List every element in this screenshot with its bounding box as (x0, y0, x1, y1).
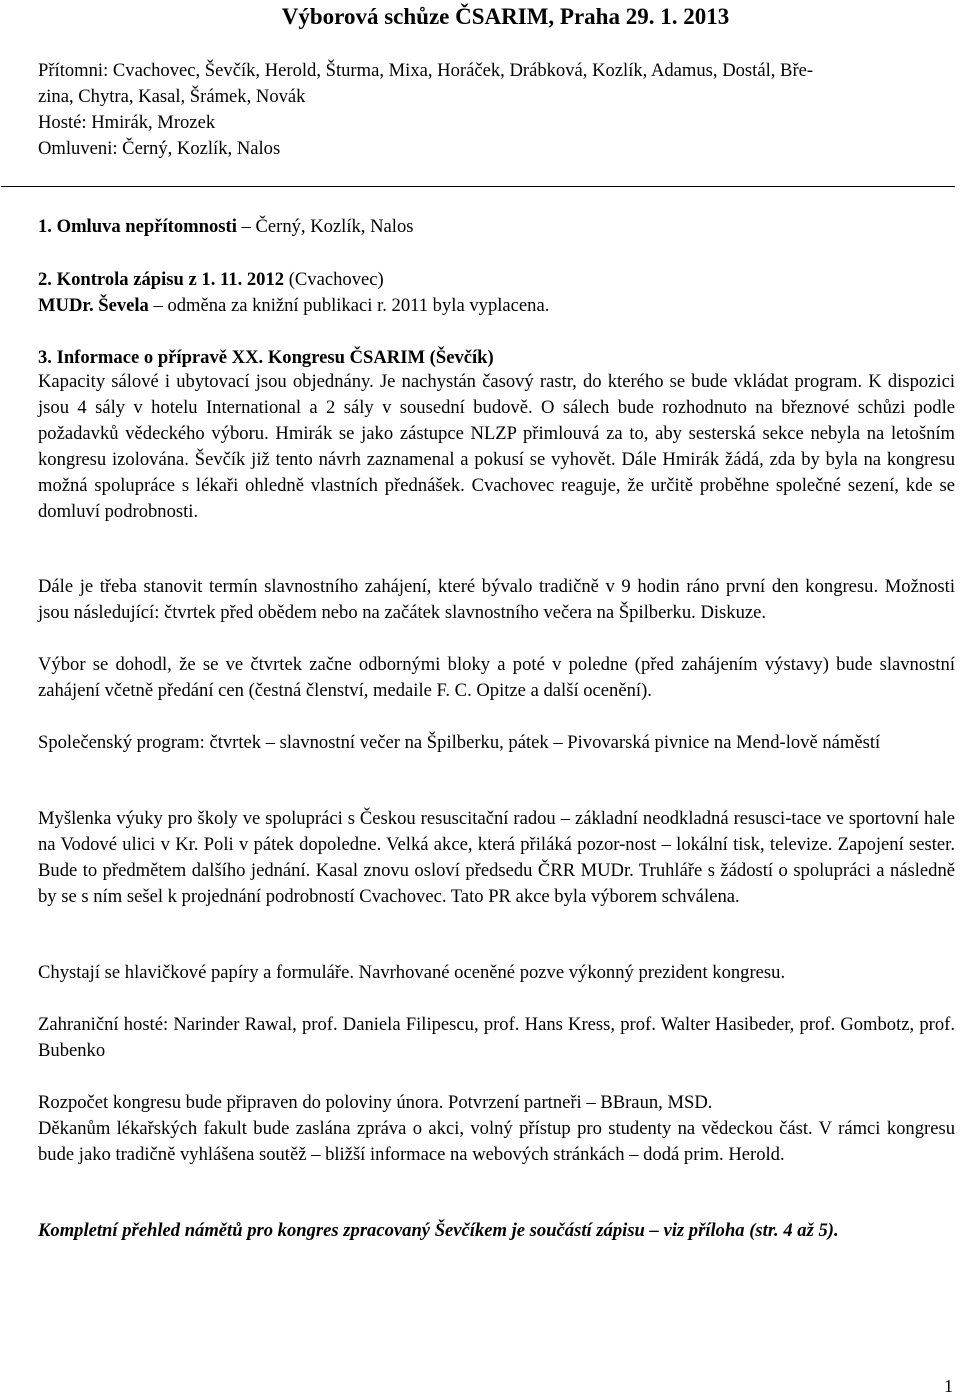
present-line-2: zina, Chytra, Kasal, Šrámek, Novák (38, 86, 306, 107)
present-line-1: Přítomni: Cvachovec, Ševčík, Herold, Šturma, Mixa, Horáček, Drábková, Kozlík, Adamus, Dostál, Bře- (38, 60, 814, 81)
paragraph-opening-date: Dále je třeba stanovit termín slavnostního zahájení, které bývalo tradičně v 9 hodin ráno první den kongresu. Možnosti jsou následující: čtvrtek před obědem nebo na začátek slavnostního večera na Špilberku. Diskuze. (38, 576, 955, 623)
paragraph-school-training: Myšlenka výuky pro školy ve spolupráci s Českou resuscitační radou – základní neodkladná resusci-tace ve sportovní hale na Vodové ulici v Kr. Poli v pátek dopoledne. Velká akce, která přiláká pozor-nost – lokální tisk, televize. Zapojení sester. Bude to předmětem dalšího jednání. Kasal znovu osloví předsedu ČRR MUDr. Truhláře s žádostí o spolupráci a následně by se s ním sešel k projednání podrobností Cvachovec. Tato PR akce byla výborem schválena. (38, 808, 955, 907)
item-3-number: 3. (38, 347, 52, 368)
item-3-heading: Informace o přípravě XX. Kongresu ČSARIM (56, 347, 426, 368)
item-2-line2-rest: – odměna za knižní publikaci r. 2011 byla vyplacena. (148, 295, 550, 316)
guests-line: Hosté: Hmirák, Mrozek (38, 112, 216, 133)
excused-line: Omluveni: Černý, Kozlík, Nalos (38, 138, 281, 159)
paragraph-full-overview: Kompletní přehled námětů pro kongres zpracovaný Ševčíkem je součástí zápisu – viz příloha (str. 4 až 5). (38, 1220, 839, 1241)
item-1-number: 1. (38, 216, 52, 237)
page-title: Výborová schůze ČSARIM, Praha 29. 1. 2013 (281, 4, 730, 29)
attendance-block (38, 58, 955, 162)
paragraph-foreign-guests: Zahraniční hosté: Narinder Rawal, prof. Daniela Filipescu, prof. Hans Kress, prof. Walter Hasibeder, prof. Gombotz, prof. Bubenko (38, 1014, 955, 1061)
horizontal-rule (1, 186, 955, 187)
item-1-heading: Omluva nepřítomnosti (56, 216, 237, 237)
agenda-item-3 (38, 345, 955, 371)
paragraph-faculties: Děkanům lékařských fakult bude zaslána zpráva o akci, volný přístup pro studenty na vědeckou část. V rámci kongresu bude jako tradičně vyhlášena soutěž – bližší informace na webových stránkách – dodá prim. Herold. (38, 1118, 955, 1165)
item-2-number: 2. (38, 269, 52, 290)
agenda-item-2 (38, 267, 955, 319)
item-2-rest: (Cvachovec) (284, 269, 384, 290)
paragraph-committee-decision: Výbor se dohodl, že se ve čtvrtek začne odbornými bloky a poté v poledne (před zahájením výstavy) bude slavnostní zahájení včetně předání cen (čestná členství, medaile F. C. Opitze a další ocenění). (38, 654, 955, 701)
item-3-rest: (Ševčík) (425, 347, 494, 368)
paragraph-budget: Rozpočet kongresu bude připraven do poloviny února. Potvrzení partneři – BBraun, MSD. (38, 1092, 713, 1113)
item-1-rest: – Černý, Kozlík, Nalos (236, 216, 414, 237)
paragraph-congress-capacity: Kapacity sálové i ubytovací jsou objednány. Je nachystán časový rastr, do kterého se bude vkládat program. K dispozici jsou 4 sály v hotelu International a 2 sály v sousední budově. O sálech bude rozhodnuto na březnové schůzi podle požadavků vědeckého výboru. Hmirák se jako zástupce NLZP přimlouvá za to, aby sesterská sekce nebyla na letošním kongresu izolována. Ševčík již tento návrh zaznamenal a pokusí se vyhovět. Dále Hmirák žádá, zda by byla na kongresu možná spolupráce s lékaři ohledně vlastních přednášek. Cvachovec reaguje, že určitě proběhne společné sezení, kde se domluví podrobnosti. (38, 371, 955, 522)
item-2-heading: Kontrola zápisu z 1. 11. 2012 (56, 269, 285, 290)
agenda-item-1 (38, 214, 955, 240)
page-number: 1 (944, 1376, 953, 1396)
paragraph-social-program: Společenský program: čtvrtek – slavnostní večer na Špilberku, pátek – Pivovarská pivnice na Mend-lově náměstí (38, 732, 881, 753)
item-2-line2-bold: MUDr. Ševela (38, 295, 149, 316)
paragraph-letterheads: Chystají se hlavičkové papíry a formuláře. Navrhované oceněné pozve výkonný prezident kongresu. (38, 962, 786, 983)
